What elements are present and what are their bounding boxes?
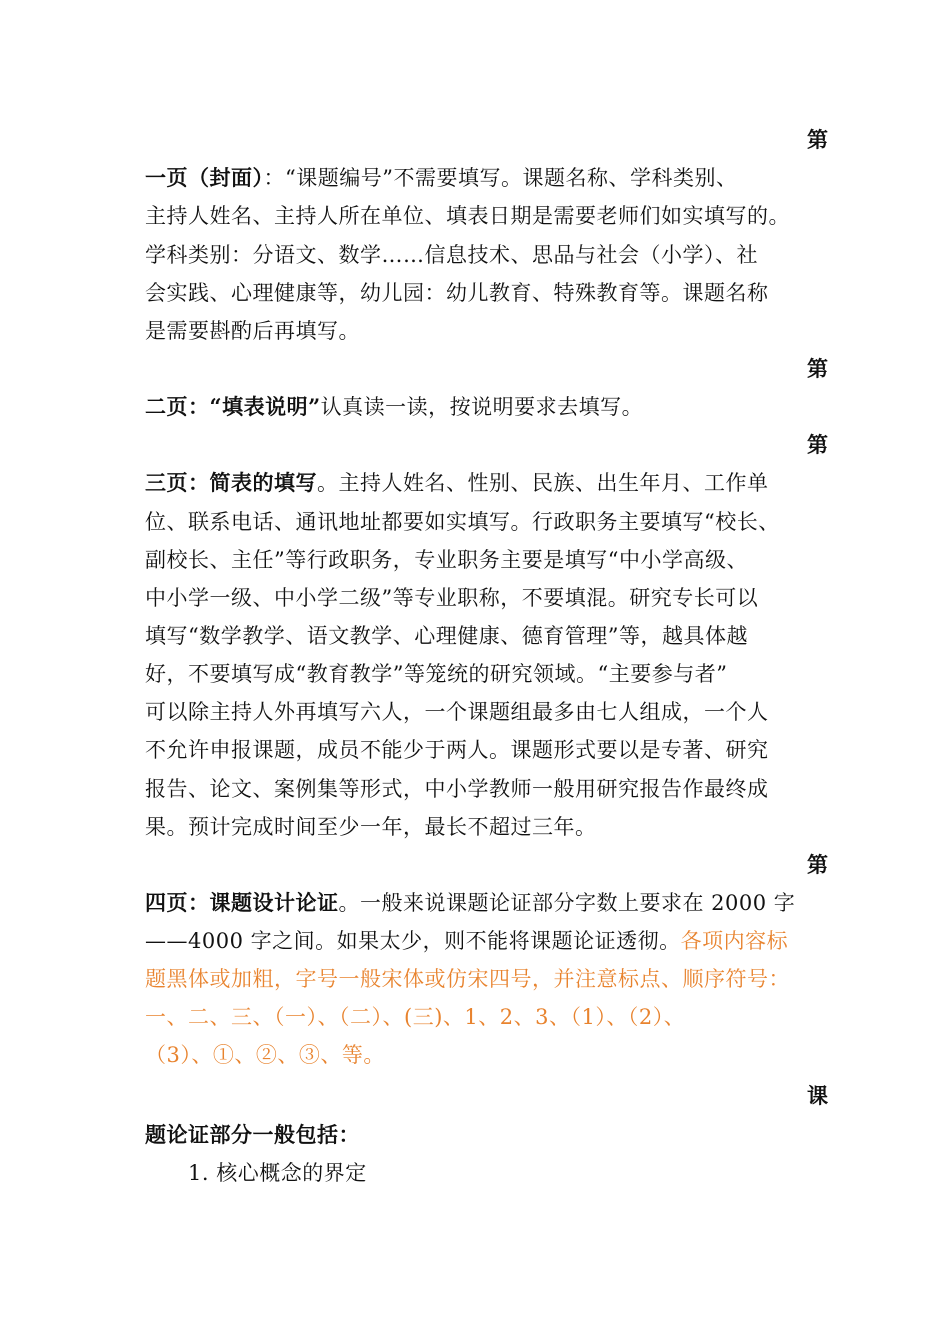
section-marker-5: 课 <box>807 1083 828 1108</box>
section-1-line-5: 是需要斟酌后再填写。 <box>145 319 360 343</box>
section-4-line-4: 一、二、三、（一）、（二）、(三)、1、2、3、（1）、（2）、 <box>145 1005 686 1029</box>
section-3-line-6: 好，不要填写成“教育教学”等笼统的研究领域。“主要参与者” <box>145 662 728 686</box>
section-1-line-2: 主持人姓名、主持人所在单位、填表日期是需要老师们如实填写的。 <box>145 204 790 228</box>
section-3-line-10: 果。预计完成时间至少一年，最长不超过三年。 <box>145 815 597 839</box>
section-1-text: ：“课题编号”不需要填写。课题名称、学科类别、 <box>263 166 738 190</box>
section-1-line-1 <box>145 163 737 193</box>
section-4-text: 。一般来说课题论证部分字数上要求在 2000 字 <box>338 891 796 915</box>
section-3-line-9: 报告、论文、案例集等形式，中小学教师一般用研究报告作最终成 <box>145 777 769 801</box>
section-marker-4: 第 <box>807 852 828 877</box>
section-4-text-2: ——4000 字之间。如果太少，则不能将课题论证透彻。 <box>145 929 681 953</box>
section-2-heading: 二页：“填表说明” <box>145 394 321 419</box>
section-marker-1: 第 <box>807 127 828 152</box>
section-2-text: 认真读一读，按说明要求去填写。 <box>320 395 644 419</box>
highlight-text: 各项内容标 <box>680 929 789 953</box>
section-marker-2: 第 <box>807 356 828 381</box>
section-2-line-1 <box>145 392 643 422</box>
list-item: 1. 核心概念的界定 <box>188 1161 367 1185</box>
section-1-line-3: 学科类别：分语文、数学……信息技术、思品与社会（小学）、社 <box>145 243 758 267</box>
section-3-line-2: 位、联系电话、通讯地址都要如实填写。行政职务主要填写“校长、 <box>145 510 780 534</box>
section-4-line-5: （3）、①、②、③、等。 <box>145 1043 385 1067</box>
section-3-line-1 <box>145 468 769 498</box>
section-4-heading: 四页：课题设计论证 <box>145 890 339 915</box>
section-3-line-7: 可以除主持人外再填写六人，一个课题组最多由七人组成，一个人 <box>145 700 769 724</box>
section-1-heading: 一页（封面） <box>145 165 264 190</box>
section-1-line-4: 会实践、心理健康等，幼儿园：幼儿教育、特殊教育等。课题名称 <box>145 281 769 305</box>
section-3-line-3: 副校长、主任”等行政职务，专业职务主要是填写“中小学高级、 <box>145 548 748 572</box>
section-4-line-1 <box>145 888 795 918</box>
section-4-line-3: 题黑体或加粗，字号一般宋体或仿宋四号，并注意标点、顺序符号： <box>145 967 790 991</box>
section-4-line-2 <box>145 926 788 956</box>
section-3-line-8: 不允许申报课题，成员不能少于两人。课题形式要以是专著、研究 <box>145 738 769 762</box>
section-3-heading: 三页：简表的填写 <box>145 470 317 495</box>
section-3-text: 。主持人姓名、性别、民族、出生年月、工作单 <box>317 471 769 495</box>
section-marker-3: 第 <box>807 432 828 457</box>
section-3-line-4: 中小学一级、中小学二级”等专业职称，不要填混。研究专长可以 <box>145 586 759 610</box>
section-5-heading: 题论证部分一般包括： <box>145 1122 360 1147</box>
section-3-line-5: 填写“数学教学、语文教学、心理健康、德育管理”等，越具体越 <box>145 624 748 648</box>
